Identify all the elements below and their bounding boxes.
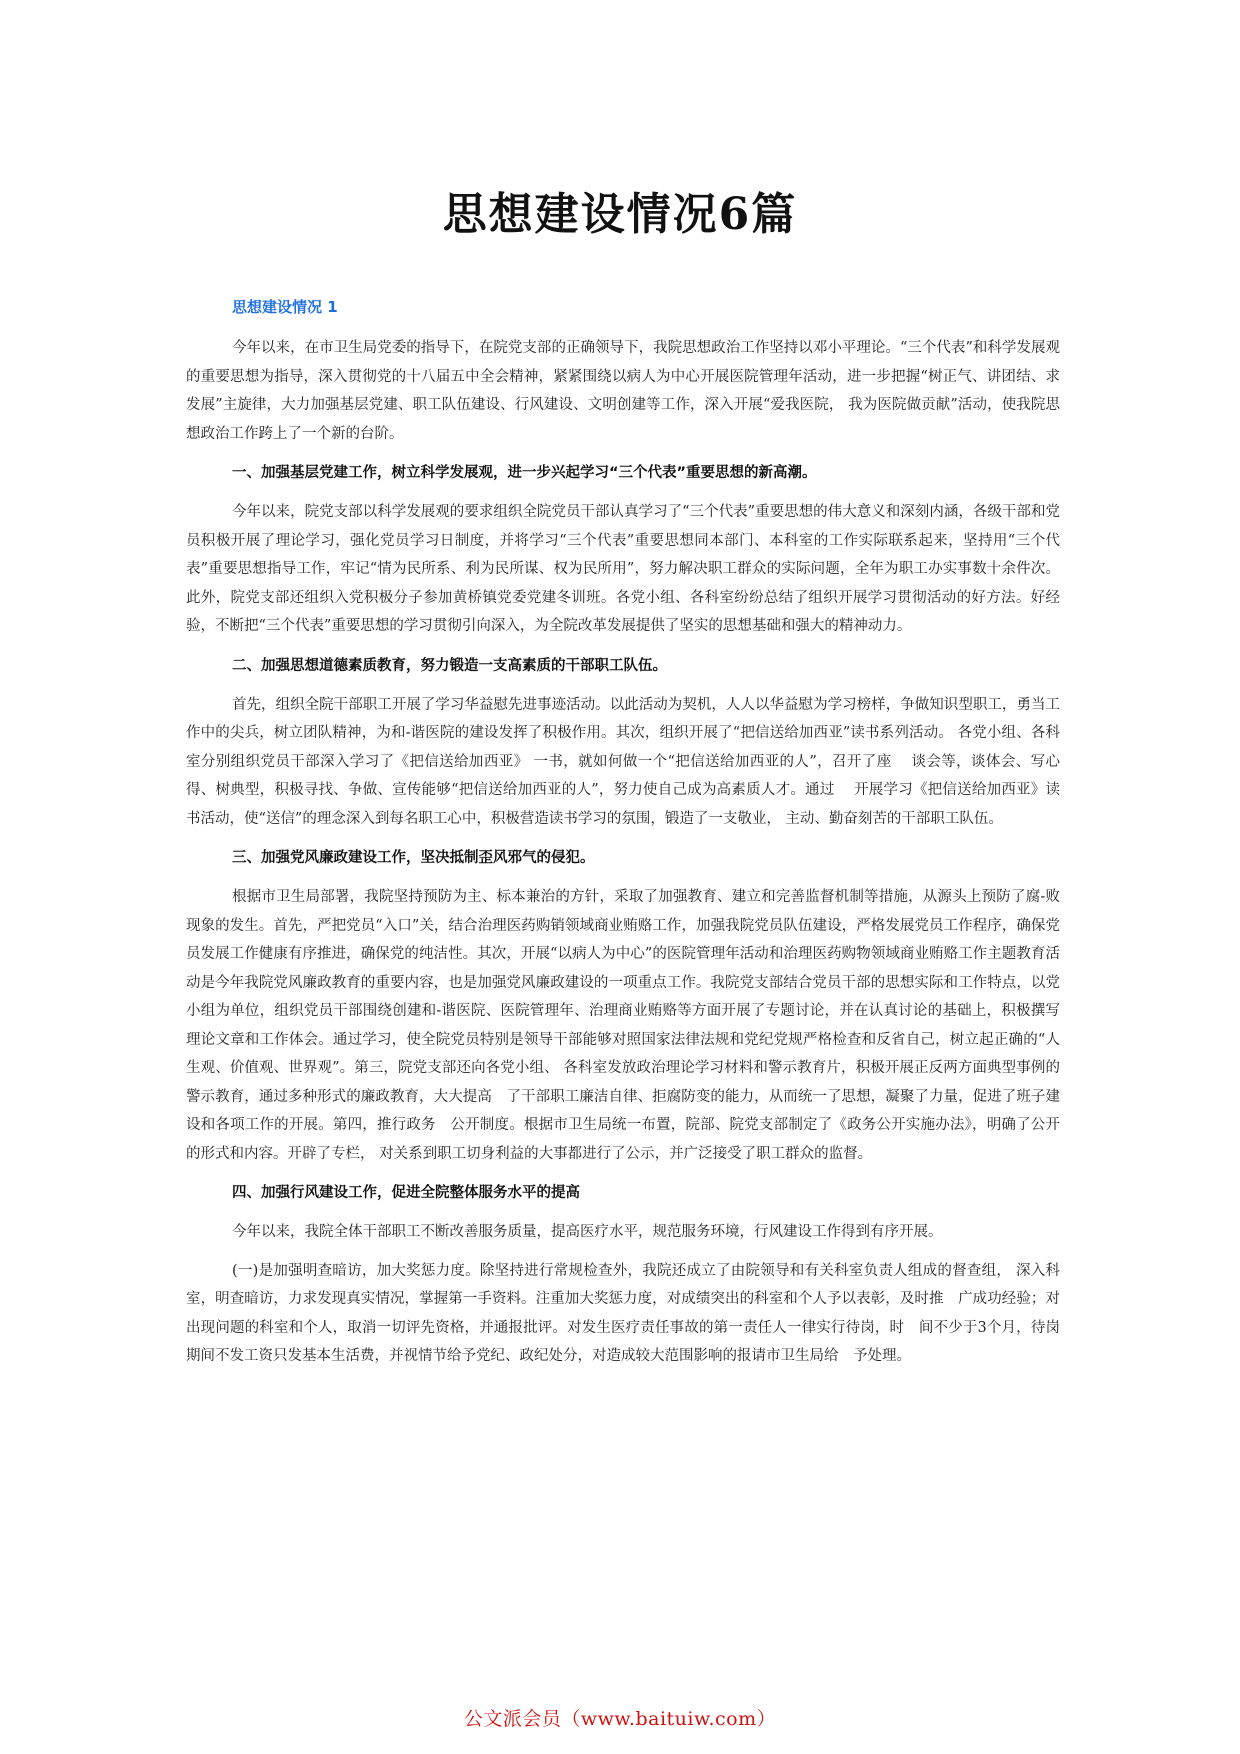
section-heading: 二、加强思想道德素质教育，努力锻造一支高素质的干部职工队伍。 — [232, 657, 667, 674]
section-heading: 一、加强基层党建工作，树立科学发展观，进一步兴起学习“三个代表”重要思想的新高潮。 — [232, 465, 817, 481]
footer-watermark: 公文派会员（www.baituiw.com） — [463, 1708, 777, 1730]
paragraph: 今年以来，在市卫生局党委的指导下，在院党支部的正确领导下，我院思想政治工作坚持以邓小平理论。“三个代表”和科学发展观的重要思想为指导，深入贯彻党的十八届五中全会精神，紧紧围绕以病人为中心开展医院管理年活动，进一步把握“树正气、讲团结、求发展”主旋律，大力加强基层党建、职工队伍建设、行风建设、文明创建等工作，深入开展“爱我医院， 我为医院做贡献”活动，使我院思想政治工作跨上了一个新的台阶。 — [186, 340, 1060, 442]
paragraph: 今年以来，我院全体干部职工不断改善服务质量，提高医疗水平，规范服务环境，行风建设工作得到有序开展。 — [232, 1224, 943, 1240]
paragraph: 今年以来，院党支部以科学发展观的要求组织全院党员干部认真学习了“三个代表”重要思想的伟大意义和深刻内涵，各级干部和党员积极开展了理论学习，强化党员学习日制度，并将学习“三个代表”重要思想同本部门、本科室的工作实际联系起来，坚持用“三个代表”重要思想指导工作，牢记“情为民所系、利为民所谋、权为民所用”，努力解决职工群众的实际问题，全年为职工办实事数十余件次。此外，院党支部还组织入党积极分子参加黄桥镇党委党建冬训班。各党小组、各科室纷纷总结了组织开展学习贯彻活动的好方法。好经验，不断把“三个代表”重要思想的学习贯彻引向深入，为全院改革发展提供了坚实的思想基础和强大的精神动力。 — [186, 504, 1060, 634]
document-title: 思想建设情况6篇 — [442, 189, 798, 240]
paragraph: (一)是加强明查暗访，加大奖惩力度。除坚持进行常规检查外，我院还成立了由院领导和有关科室负责人组成的督查组， 深入科室，明查暗访，力求发现真实情况，掌握第一手资料。注重加大奖惩力度，对成绩突出的科室和个人予以表彰，及时推 广成功经验；对出现问题的科室和个人，取消一切评先资格，并通报批评。对发生医疗责任事故的第一责任人一律实行待岗，时 间不少于3个月，待岗期间不发工资只发基本生活费，并视情节给予党纪、政纪处分，对造成较大范围影响的报请市卫生局给 予处理。 — [186, 1262, 1060, 1364]
paragraph: 根据市卫生局部署，我院坚持预防为主、标本兼治的方针，采取了加强教育、建立和完善监督机制等措施，从源头上预防了腐-败现象的发生。首先，严把党员“入口”关，结合治理医药购销领域商业贿赂工作，加强我院党员队伍建设，严格发展党员工作程序，确保党员发展工作健康有序推进，确保党的纯洁性。其次，开展“以病人为中心”的医院管理年活动和治理医药购物领域商业贿赂工作主题教育活动是今年我院党风廉政教育的重要内容，也是加强党风廉政建设的一项重点工作。我院党支部结合党员干部的思想实际和工作特点，以党小组为单位，组织党员干部围绕创建和-谐医院、医院管理年、治理商业贿赂等方面开展了专题讨论，并在认真讨论的基础上，积极撰写理论文章和工作体会。通过学习，使全院党员特别是领导干部能够对照国家法律法规和党纪党规严格检查和反省自己，树立起正确的“人生观、价值观、世界观”。第三，院党支部还向各党小组、 各科室发放政治理论学习材料和警示教育片，积极开展正反两方面典型事例的警示教育，通过多种形式的廉政教育，大大提高 了干部职工廉洁自律、拒腐防变的能力，从而统一了思想，凝聚了力量，促进了班子建设和各项工作的开展。第四，推行政务 公开制度。根据市卫生局统一布置，院部、院党支部制定了《政务公开实施办法》，明确了公开的形式和内容。开辟了专栏， 对关系到职工切身利益的大事都进行了公示，并广泛接受了职工群众的监督。 — [186, 889, 1060, 1162]
section-heading: 三、加强党风廉政建设工作，坚决抵制歪风邪气的侵犯。 — [232, 850, 595, 866]
document-body — [186, 296, 1060, 1381]
section-title: 思想建设情况 1 — [232, 298, 338, 316]
section-heading: 四、加强行风建设工作，促进全院整体服务水平的提高 — [232, 1185, 580, 1201]
paragraph: 首先，组织全院干部职工开展了学习华益慰先进事迹活动。以此活动为契机，人人以华益慰为学习榜样，争做知识型职工，勇当工作中的尖兵，树立团队精神，为和-谐医院的建设发挥了积极作用。其次，组织开展了“把信送给加西亚”读书系列活动。 各党小组、各科室分别组织党员干部深入学习了《把信送给加西亚》 一书，就如何做一个“把信送给加西亚的人”，召开了座 谈会等，谈体会、写心得、树典型，积极寻找、争做、宣传能够“把信送给加西亚的人”，努力使自己成为高素质人才。通过 开展学习《把信送给加西亚》读书活动，使“送信”的理念深入到每名职工心中，积极营造读书学习的氛围，锻造了一支敬业， 主动、勤奋刻苦的干部职工队伍。 — [186, 696, 1060, 827]
